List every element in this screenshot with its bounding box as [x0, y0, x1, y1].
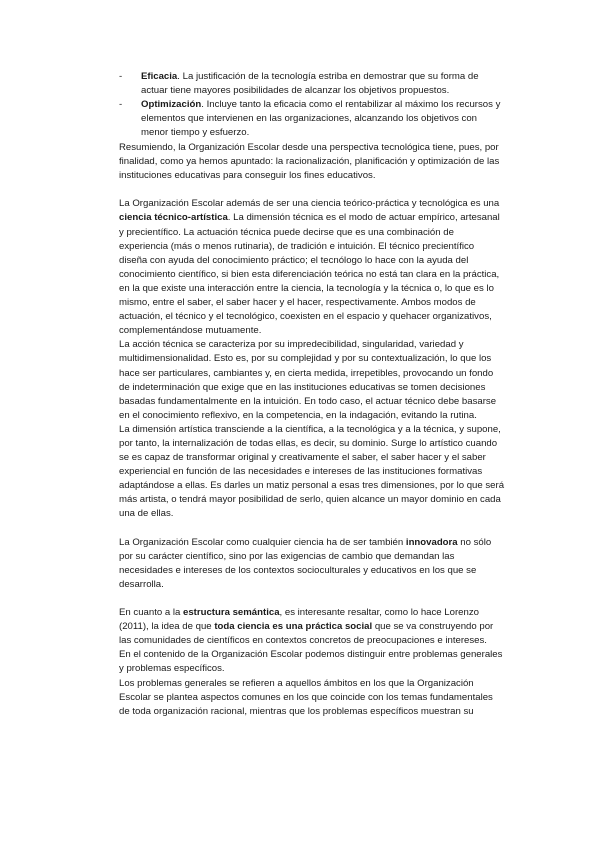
bullet-dash: - — [119, 99, 123, 111]
paragraph-resumiendo: Resumiendo, la Organización Escolar desde una perspectiva tecnológica tiene, pues, por finalidad, como ya hemos apuntado: la racionalización, planificación y optimización de las instituciones educativas para conseguir los fines educativos. — [119, 142, 500, 182]
paragraph-problemas: En el contenido de la Organización Escolar podemos distinguir entre problemas generales y problemas específicos. — [119, 649, 503, 675]
bold-term: innovadora — [405, 536, 458, 548]
text-run: La Organización Escolar además de ser una ciencia teórico-práctica y tecnológica es una — [119, 198, 500, 210]
bullet-dash: - — [119, 71, 123, 82]
text-run: , es interesante resaltar, como lo hace Lorenzo (2011), la idea de que — [119, 607, 479, 633]
bullet-term: Optimización — [141, 99, 202, 111]
bullet-text: . Incluye tanto la eficacia como el rentabilizar al máximo los recursos y elementos que intervienen en las organizaciones, alcanzando los objetivos con menor tiempo y esfuerzo. — [141, 99, 501, 139]
paragraph-problemas-generales: Los problemas generales se refieren a aquellos ámbitos en los que la Organización Escolar se plantea aspectos comunes en los que coincide con los temas fundamentales de toda organización racional, mientras que los problemas específicos muestran su — [119, 677, 493, 717]
bullet-eficacia — [119, 70, 505, 98]
bold-term: toda ciencia es una práctica social — [214, 621, 373, 633]
bullet-optimizacion — [119, 98, 505, 140]
text-run: no sólo por su carácter científico, sino por las exigencias de cambio que demandan las necesidades e intereses de los contextos socioculturales y educativos en los que se desarrolla. — [119, 536, 492, 590]
bullet-list — [119, 70, 505, 140]
paragraph-gap — [119, 183, 505, 197]
text-run: que se va construyendo por las comunidades de científicos en contextos concretos de preocupaciones e intereses. — [119, 621, 494, 647]
paragraph-gap — [119, 522, 505, 536]
paragraph-tecnico-artistica — [119, 197, 505, 338]
bullet-term: Eficacia — [141, 71, 178, 82]
text-run: . La dimensión técnica es el modo de actuar empírico, artesanal y precientífico. La actuación técnica puede decirse que es una combinación de experiencia (más o menos rutinaria), de tradición e intuición. El técnico precientífico diseña con ayuda del conocimiento práctico; el tecnólogo lo hace con la ayuda del conocimiento científico, si bien esta diferenciación teórica no está tan clara en la práctica, en la que existe una interacción entre la ciencia, la tecnología y la técnica o, lo que es lo mismo, entre el saber, el saber hacer y el hacer, respectivamente. Ambos modos de actuación, el técnico y el tecnológico, coexisten en el espacio y quehacer organizativos, complementándose mutuamente. — [119, 212, 500, 337]
text-run: En cuanto a la — [119, 607, 181, 619]
bold-term: ciencia técnico-artística — [119, 212, 228, 224]
paragraph-estructura-semantica — [119, 606, 505, 648]
paragraph-gap — [119, 592, 505, 606]
body-text — [119, 141, 505, 719]
text-run: La Organización Escolar como cualquier ciencia ha de ser también — [119, 536, 404, 548]
paragraph-innovadora — [119, 536, 505, 592]
bullet-text: . La justificación de la tecnología estriba en demostrar que su forma de actuar tiene mayores posibilidades de alcanzar los objetivos propuestos. — [141, 71, 479, 97]
bold-term: estructura semántica — [183, 607, 280, 619]
paragraph-dimension-artistica: La dimensión artística transciende a la científica, a la tecnológica y a la técnica, y supone, por tanto, la internalización de todas ellas, es decir, su dominio. Surge lo artístico cuando se es capaz de transformar original y creativamente el saber, el saber hacer y el saber experiencial en función de las necesidades e intereses de las instituciones formativas adaptándose a ellas. Es darles un matiz personal a esas tres dimensiones, por lo que será más artista, o tendrá mayor posibilidad de serlo, quien alcance un mayor dominio en cada una de ellas. — [119, 423, 505, 520]
paragraph-accion-tecnica: La acción técnica se caracteriza por su impredecibilidad, singularidad, variedad y multidimensionalidad. Esto es, por su complejidad y por su contextualización, lo que los hace ser particulares, cambiantes y, en cierta medida, irrepetibles, provocando un fondo de indeterminación que exige que en las instituciones educativas se tomen decisiones basadas fundamentalmente en la intuición. En todo caso, el actuar técnico debe basarse en el conocimiento reflexivo, en la competencia, en la indagación, evitando la rutina. — [119, 339, 497, 421]
